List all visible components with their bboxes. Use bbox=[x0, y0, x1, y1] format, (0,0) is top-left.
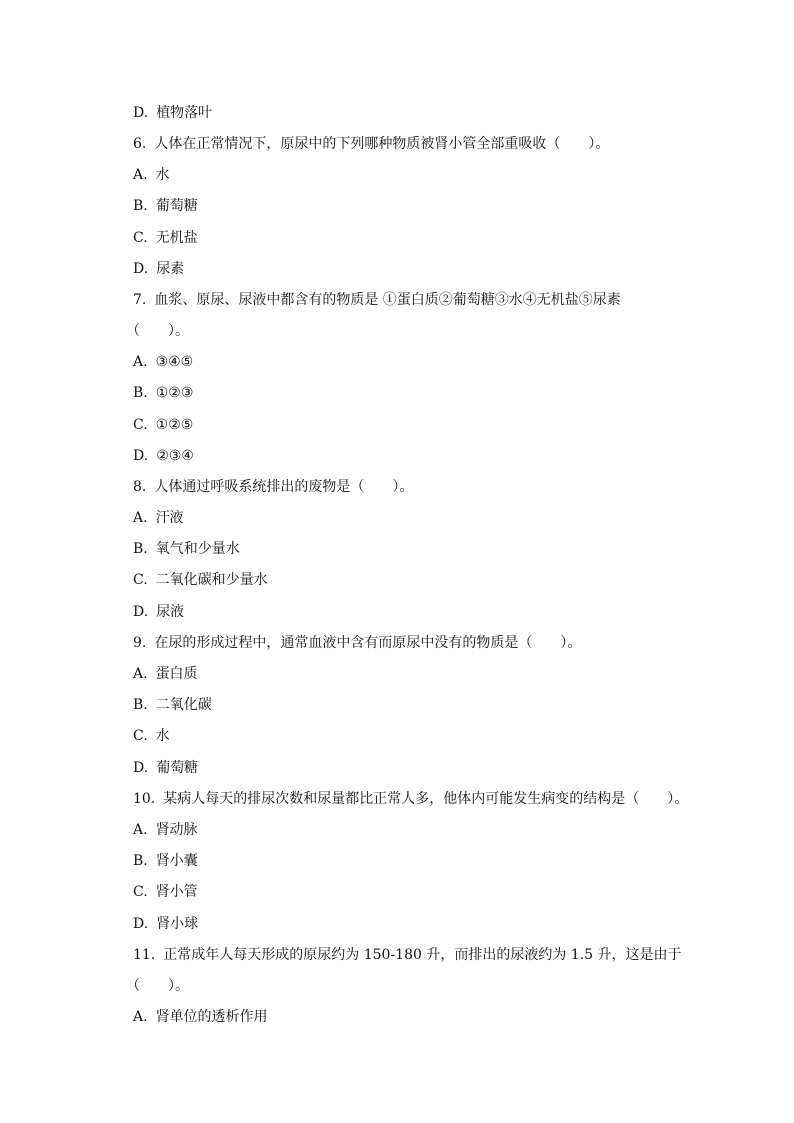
option-label: B. bbox=[133, 697, 148, 713]
option-label: A. bbox=[133, 1009, 148, 1025]
question-text: 正常成年人每天形成的原尿约为 150-180 升，而排出的尿液约为 1.5 升，这是由于 bbox=[163, 947, 682, 963]
option-label: B. bbox=[133, 385, 148, 401]
option-text: 水 bbox=[155, 728, 170, 744]
option-text: 肾小球 bbox=[156, 916, 199, 932]
question-text: （ ）。 bbox=[126, 323, 189, 339]
option-line bbox=[133, 1007, 268, 1027]
option-label: A. bbox=[133, 510, 148, 526]
option-label: A. bbox=[133, 666, 148, 682]
option-label: D. bbox=[133, 105, 149, 121]
question-line bbox=[133, 945, 682, 965]
option-line bbox=[133, 695, 212, 715]
option-line bbox=[133, 664, 198, 684]
option-label: B. bbox=[133, 853, 148, 869]
option-line bbox=[133, 851, 198, 871]
question-text: 在尿的形成过程中，通常血液中含有而原尿中没有的物质是（ ）。 bbox=[154, 635, 582, 651]
question-line bbox=[133, 134, 609, 154]
option-text: ①②⑤ bbox=[155, 417, 194, 433]
option-line bbox=[133, 602, 184, 622]
option-text: 植物落叶 bbox=[156, 105, 213, 121]
question-text: （ ）。 bbox=[126, 978, 189, 994]
question-text: 人体在正常情况下，原尿中的下列哪种物质被肾小管全部重吸收（ ）。 bbox=[154, 136, 610, 152]
question-number: 7. bbox=[133, 292, 147, 308]
option-label: A. bbox=[133, 822, 148, 838]
question-number: 8. bbox=[133, 479, 147, 495]
option-label: C. bbox=[133, 572, 148, 588]
option-text: 氧气和少量水 bbox=[155, 541, 240, 557]
option-label: C. bbox=[133, 417, 148, 433]
option-line bbox=[133, 415, 193, 435]
question-text: 血浆、原尿、尿液中都含有的物质是 ①蛋白质②葡萄糖③水④无机盐⑤尿素 bbox=[154, 292, 621, 308]
option-label: C. bbox=[133, 884, 148, 900]
option-line bbox=[133, 352, 193, 372]
question-number: 10. bbox=[133, 791, 156, 807]
question-continuation bbox=[126, 976, 189, 996]
option-text: 肾小囊 bbox=[155, 853, 198, 869]
question-number: 6. bbox=[133, 136, 147, 152]
option-text: 二氧化碳和少量水 bbox=[155, 572, 268, 588]
option-line bbox=[133, 103, 212, 123]
option-text: 肾动脉 bbox=[155, 822, 198, 838]
option-text: ①②③ bbox=[155, 385, 194, 401]
option-line bbox=[133, 820, 198, 840]
option-label: C. bbox=[133, 728, 148, 744]
option-text: 无机盐 bbox=[155, 230, 198, 246]
question-text: 某病人每天的排尿次数和尿量都比正常人多，他体内可能发生病变的结构是（ ）。 bbox=[163, 791, 689, 807]
option-line bbox=[133, 165, 170, 185]
option-text: 葡萄糖 bbox=[155, 198, 198, 214]
option-line bbox=[133, 758, 198, 778]
option-label: D. bbox=[133, 760, 149, 776]
option-label: A. bbox=[133, 167, 148, 183]
option-text: 肾小管 bbox=[155, 884, 198, 900]
option-label: B. bbox=[133, 541, 148, 557]
option-line bbox=[133, 726, 170, 746]
option-line bbox=[133, 508, 184, 528]
option-line bbox=[133, 383, 193, 403]
option-label: D. bbox=[133, 448, 149, 464]
option-text: 二氧化碳 bbox=[155, 697, 212, 713]
option-label: D. bbox=[133, 604, 149, 620]
option-text: 汗液 bbox=[155, 510, 184, 526]
option-text: ③④⑤ bbox=[155, 354, 194, 370]
option-line bbox=[133, 882, 198, 902]
option-line bbox=[133, 259, 184, 279]
option-text: 蛋白质 bbox=[155, 666, 198, 682]
option-text: 尿液 bbox=[156, 604, 185, 620]
option-label: A. bbox=[133, 354, 148, 370]
option-text: 葡萄糖 bbox=[156, 760, 199, 776]
option-label: B. bbox=[133, 198, 148, 214]
question-text: 人体通过呼吸系统排出的废物是（ ）。 bbox=[154, 479, 414, 495]
question-line bbox=[133, 477, 413, 497]
option-line bbox=[133, 539, 240, 559]
option-text: 尿素 bbox=[156, 261, 185, 277]
question-number: 11. bbox=[133, 947, 156, 963]
option-text: 肾单位的透析作用 bbox=[155, 1009, 268, 1025]
option-label: D. bbox=[133, 261, 149, 277]
question-continuation bbox=[126, 321, 189, 341]
option-line bbox=[133, 570, 268, 590]
option-label: C. bbox=[133, 230, 148, 246]
option-text: 水 bbox=[155, 167, 170, 183]
question-line bbox=[133, 789, 688, 809]
question-line bbox=[133, 633, 581, 653]
option-line bbox=[133, 196, 198, 216]
option-line bbox=[133, 914, 198, 934]
option-line bbox=[133, 228, 198, 248]
option-label: D. bbox=[133, 916, 149, 932]
question-number: 9. bbox=[133, 635, 147, 651]
option-line bbox=[133, 446, 194, 466]
option-text: ②③④ bbox=[156, 448, 194, 464]
question-line bbox=[133, 290, 621, 310]
